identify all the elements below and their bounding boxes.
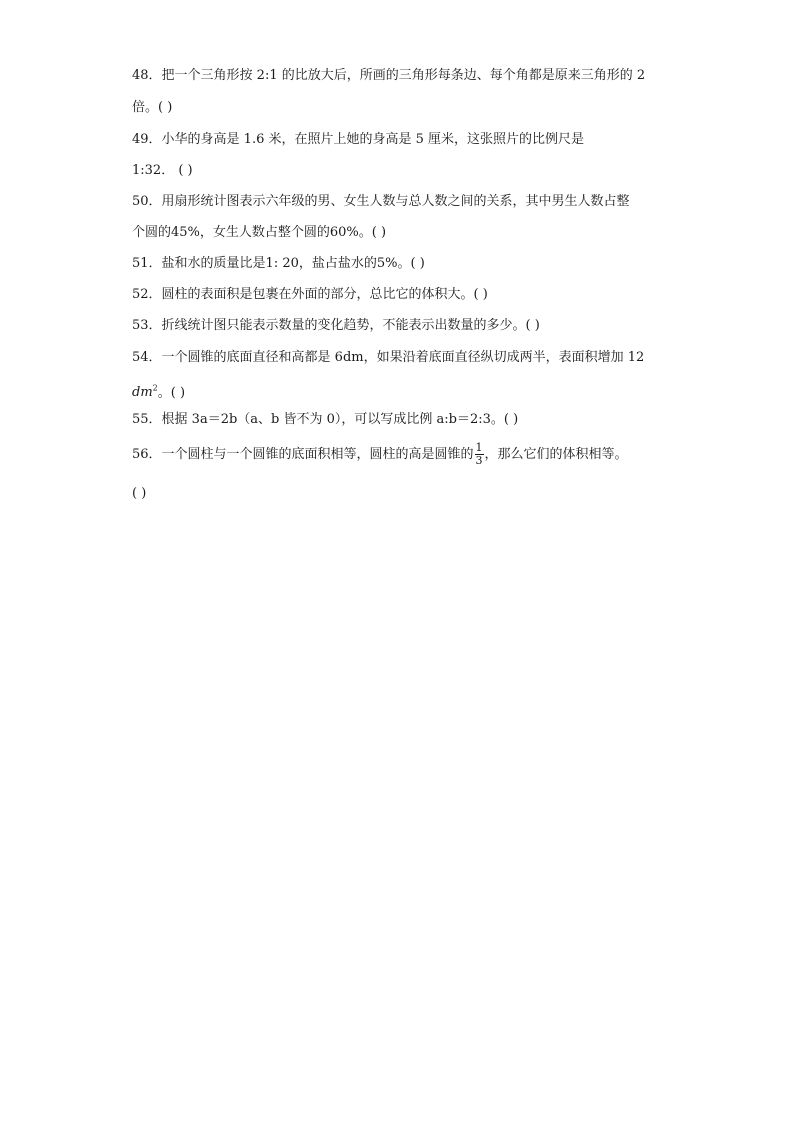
question-48-line-2: 倍。( ): [132, 100, 173, 115]
answer-blank: 。( ): [157, 385, 186, 401]
question-51: 51．盐和水的质量比是1: 20，盐占盐水的5%。( ): [132, 256, 425, 271]
question-50-line-2: 个圆的45%，女生人数占整个圆的60%。( ): [132, 225, 387, 240]
question-56-text-before: 56．一个圆柱与一个圆锥的底面积相等，圆柱的高是圆锥的: [132, 447, 474, 462]
question-56-line-2: ( ): [132, 486, 147, 501]
question-53: 53．折线统计图只能表示数量的变化趋势，不能表示出数量的多少。( ): [132, 318, 540, 333]
question-52: 52．圆柱的表面积是包裹在外面的部分，总比它的体积大。( ): [132, 287, 488, 302]
question-56-line-1: [132, 442, 628, 467]
question-56-text-after: ，那么它们的体积相等。: [484, 447, 628, 462]
fraction-one-third: $\frac{1}{3}$: [475, 441, 483, 467]
unit-dm-squared: $dm^2$: [132, 384, 158, 401]
question-49-line-2: 1:32． ( ): [132, 163, 193, 178]
question-55: 55．根据 3a＝2b（a、b 皆不为 0），可以写成比例 a:b＝2:3。( ): [132, 412, 519, 427]
question-54-line-2: [132, 381, 185, 401]
question-54-line-1: 54．一个圆锥的底面直径和高都是 6dm，如果沿着底面直径纵切成两半，表面积增加 12: [132, 350, 645, 365]
question-49-line-1: 49．小华的身高是 1.6 米，在照片上她的身高是 5 厘米，这张照片的比例尺是: [132, 132, 585, 147]
question-50-line-1: 50．用扇形统计图表示六年级的男、女生人数与总人数之间的关系，其中男生人数占整: [132, 194, 630, 209]
question-48-line-1: 48．把一个三角形按 2:1 的比放大后，所画的三角形每条边、每个角都是原来三角形的 2: [132, 68, 646, 83]
